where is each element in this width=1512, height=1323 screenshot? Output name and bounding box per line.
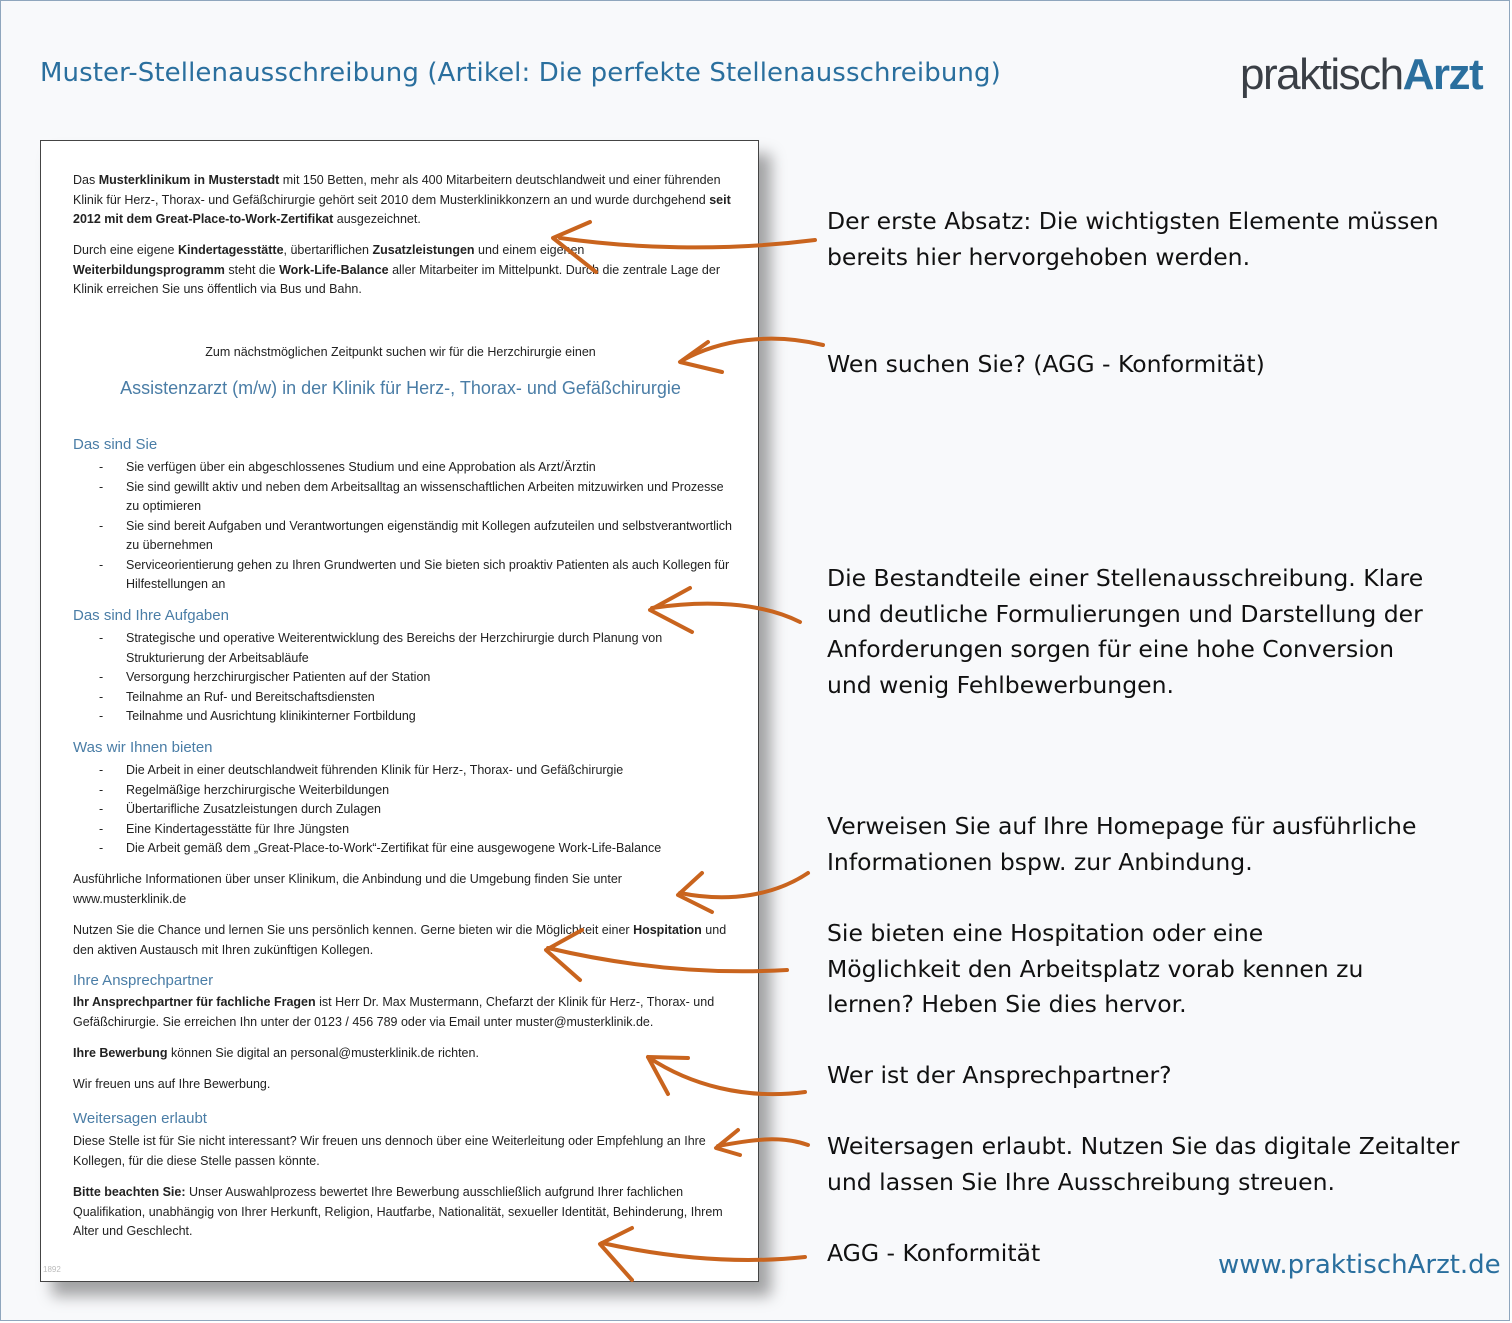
section-heading-profile: Das sind Sie (73, 436, 158, 453)
bold-text: Musterklinikum in Musterstadt (98, 173, 280, 187)
section-heading-tasks: Das sind Ihre Aufgaben (73, 607, 229, 624)
bold-text: Zusatzleistungen (372, 243, 475, 257)
logo-text-part1: praktisch (1240, 50, 1403, 99)
list-item: - Die Arbeit in einer deutschlandweit führenden Klinik für Herz-, Thorax- und Gefäßchirurgie (73, 761, 733, 781)
arrow-line-6 (648, 1057, 805, 1094)
annotation-hospitation: Sie bieten eine Hospitation oder eine Möglichkeit den Arbeitsplatz vorab kennen zu lernen? Heben Sie dies hervor. (827, 919, 1364, 1018)
text-run: Nutzen Sie die Chance und lernen Sie uns persönlich kennen. Gerne bieten wir die Möglichkeit einer (73, 923, 634, 937)
arrow-line-5 (548, 948, 787, 971)
text-run: Ausführliche Informationen über unser Klinikum, die Anbindung und die Umgebung finden Sie unter www.musterklinik.de (73, 872, 622, 906)
bold-text: Weiterbildungsprogramm (73, 262, 225, 277)
page-title: Muster-Stellenausschreibung (Artikel: Die perfekte Stellenausschreibung) (40, 58, 1001, 88)
text-run: können Sie digital an personal@musterklinik.de richten. (167, 1046, 479, 1060)
text-run: ist Herr Dr. Max Mustermann, Chefarzt der Klinik für Herz-, Thorax- und Gefäßchirurgie. Sie erreichen Ihn unter der 0123 / 456 789 oder via Email unter muster@musterklinik.de. (73, 995, 715, 1029)
search-intro: Zum nächstmöglichen Zeitpunkt suchen wir für die Herzchirurgie einen (205, 345, 596, 359)
arrow-head-1 (553, 222, 596, 272)
website-url: www.praktischArzt.de (1218, 1250, 1501, 1280)
list-item: - Eine Kindertagesstätte für Ihre Jüngsten (73, 820, 733, 840)
job-title: Assistenzarzt (m/w) in der Klinik für Herz-, Thorax- und Gefäßchirurgie (120, 378, 681, 398)
list-item: - Sie sind gewillt aktiv und neben dem Arbeitsalltag an wissenschaftlichen Arbeiten mitzuwirken und Prozesse zu optimieren (73, 478, 733, 517)
annotation-share: Weitersagen erlaubt. Nutzen Sie das digitale Zeitalter und lassen Sie Ihre Ausschreibung streuen. (827, 1132, 1460, 1196)
list-item: - Teilnahme an Ruf- und Bereitschaftsdiensten (73, 688, 733, 708)
annotation-who-wanted: Wen suchen Sie? (AGG - Konformität) (827, 350, 1265, 378)
arrow-head-8 (600, 1228, 632, 1280)
annotation-homepage: Verweisen Sie auf Ihre Homepage für ausführliche Informationen bspw. zur Anbindung. (827, 812, 1417, 876)
bold-text: seit 2012 mit dem Great-Place-to-Work-Zertifikat (73, 192, 731, 226)
bold-text: Ihr Ansprechpartner für fachliche Fragen (73, 995, 316, 1009)
arrow-head-4 (678, 873, 712, 912)
list-item: - Strategische und operative Weiterentwicklung des Bereichs der Herzchirurgie durch Planung von Strukturierung der Arbeitsabläufe (73, 629, 733, 668)
page-number: 1892 (43, 1264, 61, 1274)
annotation-components: Die Bestandteile einer Stellenausschreibung. Klare und deutliche Formulierungen und Darstellung der Anforderungen sorgen für eine hohe Conversion und wenig Fehlbewerbungen. (827, 564, 1424, 699)
list-item: - Versorgung herzchirurgischer Patienten auf der Station (73, 668, 733, 688)
bold-text: Work-Life-Balance (279, 262, 389, 277)
arrow-line-2 (683, 339, 823, 360)
list-item: - Regelmäßige herzchirurgische Weiterbildungen (73, 781, 733, 801)
section-heading-contact: Ihre Ansprechpartner (73, 972, 214, 989)
arrow-line-7 (718, 1139, 808, 1146)
arrow-line-8 (602, 1243, 805, 1260)
text-run: und einem eigenen (474, 243, 585, 257)
annotation-contact: Wer ist der Ansprechpartner? (827, 1061, 1172, 1089)
list-item: - Sie verfügen über ein abgeschlossenes Studium und eine Approbation als Arzt/Ärztin (73, 458, 733, 478)
bold-text: Bitte beachten Sie: (73, 1185, 186, 1199)
text-run: , übertariflichen (283, 243, 373, 257)
annotation-first-paragraph: Der erste Absatz: Die wichtigsten Elemente müssen bereits hier hervorgehoben werden. (827, 207, 1439, 271)
arrow-line-1 (560, 238, 815, 247)
bold-text: Kindertagesstätte (177, 243, 284, 257)
section-heading-share: Weitersagen erlaubt (73, 1110, 207, 1127)
arrow-head-3 (650, 588, 692, 632)
section-heading-offer: Was wir Ihnen bieten (73, 739, 213, 756)
text-run: Unser Auswahlprozess bewertet Ihre Bewerbung ausschließlich aufgrund Ihrer fachlichen Qualifikation, unabhängig von Ihrer Herkunft, Religion, Hautfarbe, Nationalität, sexueller Identität, Behinderung, Ihrem Alter und Geschlecht. (73, 1185, 723, 1238)
text-run: ausgezeichnet. (333, 212, 421, 226)
text-run: Diese Stelle ist für Sie nicht interessant? Wir freuen uns dennoch über eine Weiterleitung oder Empfehlung an Ihre Kollegen, für die diese Stelle passen könnte. (73, 1134, 706, 1168)
list-item: - Serviceorientierung gehen zu Ihren Grundwerten und Sie bieten sich proaktiv Patienten als auch Kollegen für Hilfestellungen an (73, 556, 733, 595)
list-item: - Sie sind bereit Aufgaben und Verantwortungen eigenständig mit Kollegen aufzuteilen und selbstverantwortlich zu übernehmen (73, 517, 733, 556)
bold-text: Hospitation (633, 923, 702, 937)
arrow-line-3 (652, 604, 800, 622)
closing-line: Wir freuen uns auf Ihre Bewerbung. (73, 1077, 271, 1091)
text-run: und den aktiven Austausch mit Ihren zukünftigen Kollegen. (73, 923, 727, 957)
text-run: Das (73, 173, 99, 187)
text-run: steht die (224, 262, 280, 277)
list-item: - Die Arbeit gemäß dem „Great-Place-to-Work“-Zertifikat für eine ausgewogene Work-Life-Balance (73, 839, 733, 859)
list-item: - Übertarifliche Zusatzleistungen durch Zulagen (73, 800, 733, 820)
list-item: - Teilnahme und Ausrichtung klinikinterner Fortbildung (73, 707, 733, 727)
annotation-agg: AGG - Konformität (827, 1239, 1041, 1267)
logo-text-part2: Arzt (1402, 50, 1483, 99)
text-run: Durch eine eigene (73, 243, 178, 257)
bold-text: Ihre Bewerbung (73, 1046, 168, 1060)
text-run: mit 150 Betten, mehr als 400 Mitarbeitern deutschlandweit und einer führenden Klinik für Herz-, Thorax- und Gefäßchirurgie gehört seit 2010 dem Musterklinikkonzern an und wurde durchgehend (73, 173, 721, 207)
text-run: aller Mitarbeiter im Mittelpunkt. Durch die zentrale Lage der Klinik erreichen Sie uns öffentlich via Bus und Bahn. (73, 262, 720, 296)
